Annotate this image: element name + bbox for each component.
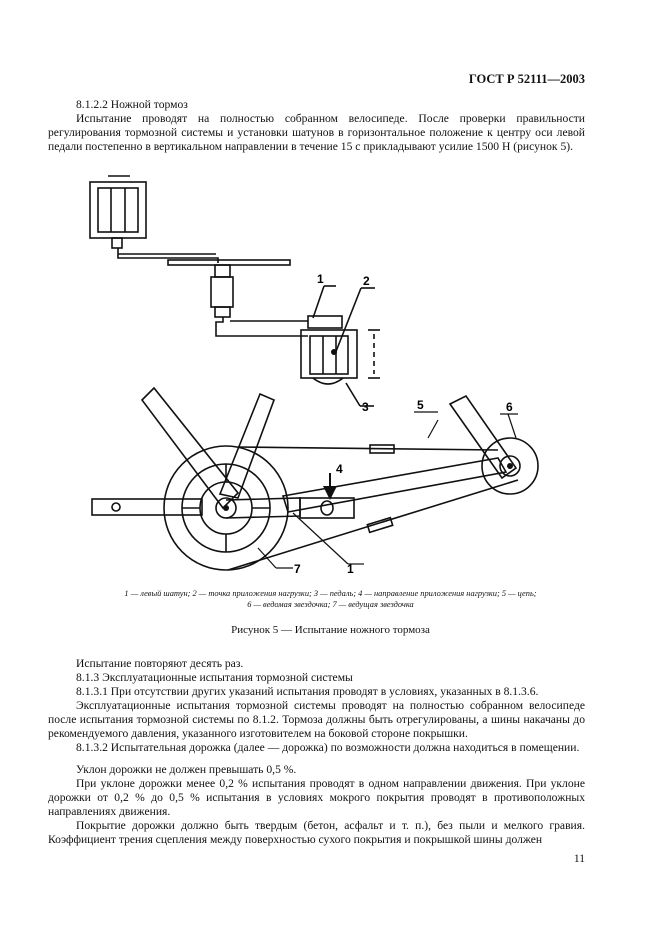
- figure-legend: [48, 588, 613, 610]
- paragraph-8132: 8.1.3.2 Испытательная дорожка (далее — дорожка) по возможности должна находиться в помещении.: [76, 741, 580, 754]
- load-point-dot: [331, 349, 337, 355]
- legend-line-1: 1 — левый шатун; 2 — точка приложения нагрузки; 3 — педаль; 4 — направление приложения нагрузки; 5 — цепь;: [124, 589, 537, 598]
- paragraph-surface: Покрытие дорожки должно быть твердым (бетон, асфальт и т. п.), без пыли и мелкого гравия. Коэффициент трения сцепления между поверхностью сухого покрытия и покрышкой шины должен: [48, 819, 585, 847]
- chain-top: [238, 447, 498, 450]
- left-crank-side: [142, 388, 238, 508]
- section-heading-813: 8.1.3 Эксплуатационные испытания тормозной системы: [76, 671, 353, 684]
- label-6: 6: [506, 400, 513, 414]
- label-2: 2: [363, 274, 370, 288]
- paragraph-repeat: Испытание повторяют десять раз.: [76, 657, 244, 670]
- section-title: 8.1.2.2 Ножной тормоз: [76, 98, 188, 111]
- label-5: 5: [417, 398, 424, 412]
- legend-line-2: 6 — ведомая звездочка; 7 — ведущая звездочка: [247, 600, 414, 609]
- page-number: 11: [573, 853, 585, 865]
- paragraph-slope: Уклон дорожки не должен превышать 0,5 %.: [76, 763, 297, 776]
- label-3: 3: [362, 400, 369, 414]
- label-4: 4: [336, 462, 343, 476]
- brake-test-figure: [78, 168, 568, 578]
- paragraph-operational: Эксплуатационные испытания тормозной системы проводят на полностью собранном велосипеде после испытания тормозной системы по 8.1.2. Тормоза должны быть отрегулированы, а шины накачаны до рекомендуемого давления, указанного изготовителем на боковой стороне покрышки.: [48, 699, 585, 741]
- document-header: ГОСТ Р 52111—2003: [468, 72, 585, 86]
- paragraph-8131: 8.1.3.1 При отсутствии других указаний испытания проводят в условиях, указанных в 8.1.3.6.: [76, 685, 539, 698]
- label-7: 7: [294, 562, 301, 576]
- label-1-bottom: 1: [347, 562, 354, 576]
- label-1: 1: [317, 272, 324, 286]
- section-paragraph: Испытание проводят на полностью собранном велосипеде. После проверки правильности регулирования тормозной системы и установки шатунов в горизонтальное положение к центру оси левой педали постепенно в вертикальном направлении в течение 15 с прикладывают усилие 1500 Н (рисунок 5).: [48, 112, 585, 154]
- figure-title: Рисунок 5 — Испытание ножного тормоза: [231, 624, 430, 636]
- paragraph-slope-directions: При уклоне дорожки менее 0,2 % испытания проводят в одном направлении движения. При уклоне дорожки от 0,2 % до 0,5 % испытания в условиях мокрого покрытия проводят в противоположных направлениях движения.: [48, 777, 585, 819]
- chain-bottom: [228, 480, 518, 570]
